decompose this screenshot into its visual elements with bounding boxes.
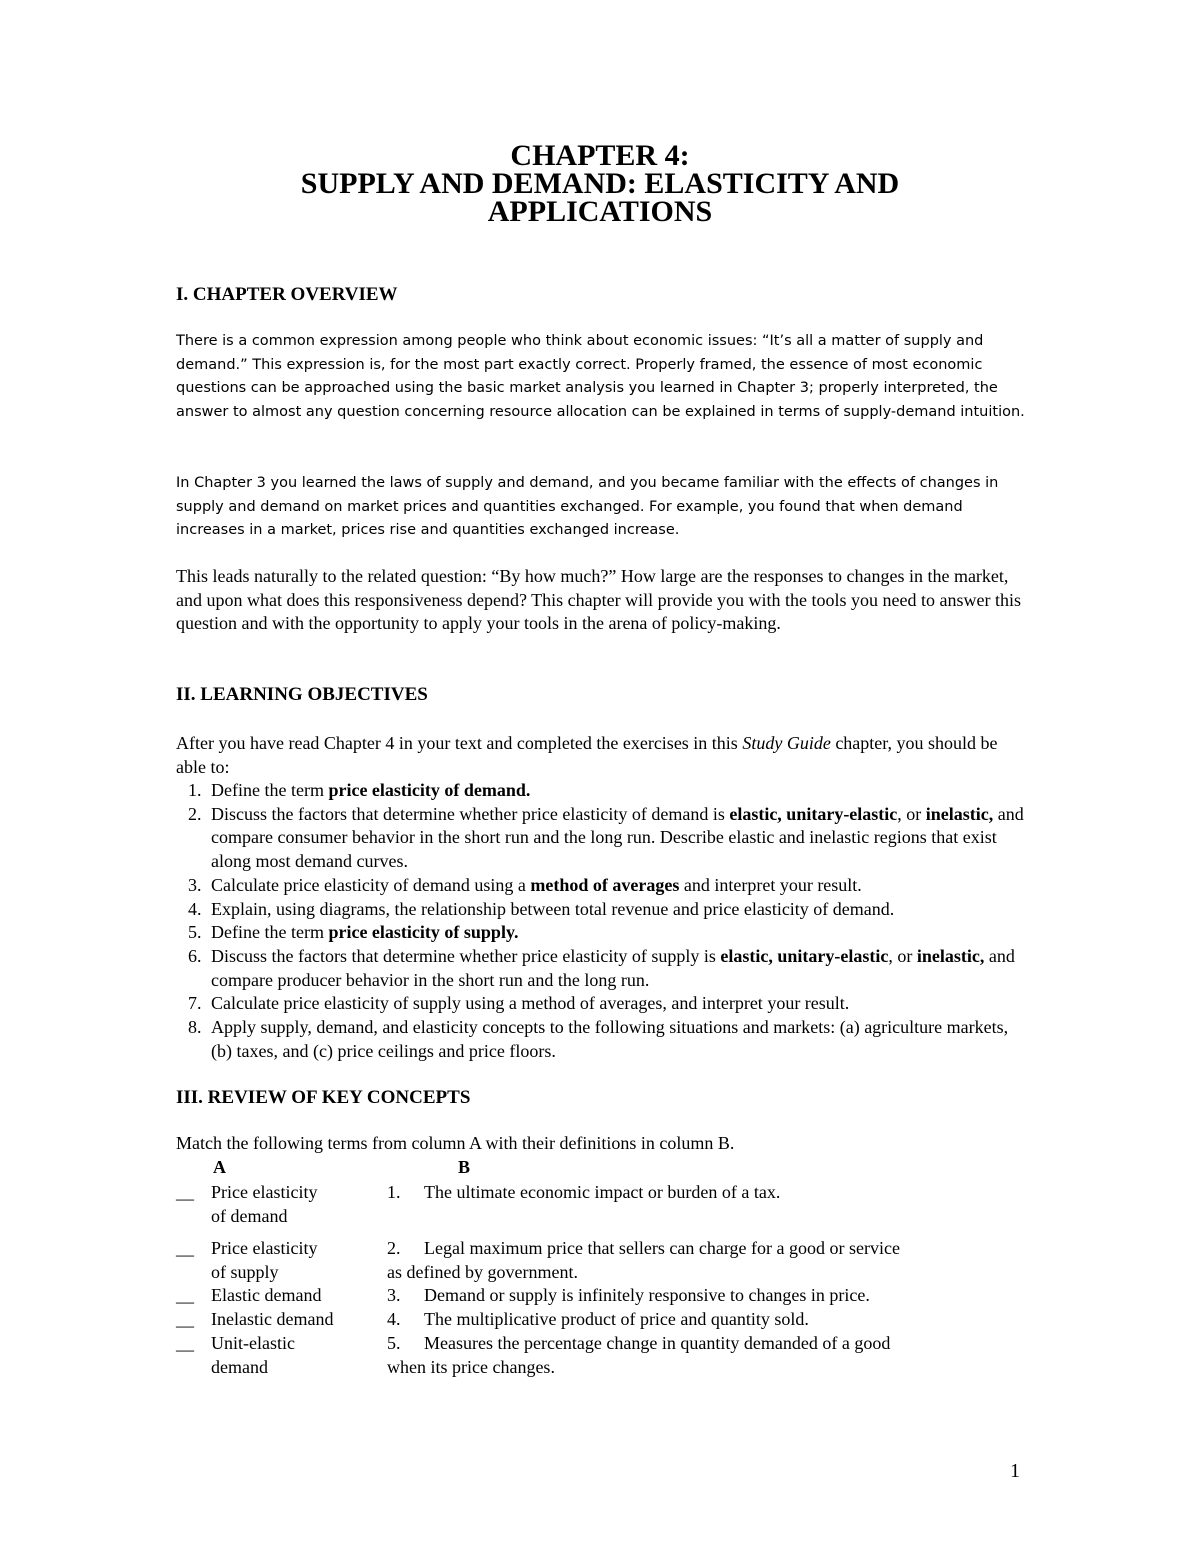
term-line: of supply bbox=[211, 1261, 279, 1282]
objective-item bbox=[176, 803, 1026, 874]
definition-b bbox=[387, 1181, 967, 1205]
term-a bbox=[211, 1237, 381, 1284]
objective-item bbox=[176, 1016, 1026, 1063]
definition-line: The ultimate economic impact or burden of a tax. bbox=[424, 1182, 781, 1202]
definition-number: 1. bbox=[387, 1182, 401, 1202]
objective-text: Discuss the factors that determine whether price elasticity of supply is bbox=[211, 945, 721, 966]
title-line-1: CHAPTER 4: bbox=[510, 139, 690, 172]
objective-text: Calculate price elasticity of supply using a method of averages, and interpret your result. bbox=[211, 993, 850, 1014]
definition-line: Measures the percentage change in quantity demanded of a good bbox=[424, 1333, 891, 1353]
objective-text: , or bbox=[897, 803, 926, 824]
page-number: 1 bbox=[1010, 1460, 1020, 1482]
objectives-intro-italic: Study Guide bbox=[742, 733, 831, 753]
objectives-intro-start: After you have read Chapter 4 in your text and completed the exercises in this bbox=[176, 733, 743, 753]
objective-number: 4. bbox=[188, 898, 202, 919]
definition-line: when its price changes. bbox=[387, 1356, 555, 1377]
answer-blank[interactable]: __ bbox=[176, 1285, 194, 1305]
objective-text: Discuss the factors that determine whether price elasticity of demand is bbox=[211, 803, 730, 824]
definition-number: 4. bbox=[387, 1309, 401, 1329]
objective-item bbox=[176, 898, 1026, 922]
section-heading-key-concepts: III. REVIEW OF KEY CONCEPTS bbox=[176, 1087, 471, 1108]
objective-text: Define the term bbox=[211, 922, 329, 943]
objective-bold-term: inelastic, bbox=[925, 803, 994, 824]
answer-blank[interactable]: __ bbox=[176, 1182, 194, 1202]
definition-b bbox=[387, 1237, 967, 1284]
section-heading-objectives: II. LEARNING OBJECTIVES bbox=[176, 684, 428, 705]
section-heading-overview: I. CHAPTER OVERVIEW bbox=[176, 284, 398, 305]
objectives-intro bbox=[176, 732, 1026, 779]
matching-intro: Match the following terms from column A with their definitions in column B. bbox=[176, 1133, 735, 1153]
definition-number: 5. bbox=[387, 1333, 401, 1353]
objective-item bbox=[176, 945, 1026, 992]
term-line: demand bbox=[211, 1356, 268, 1377]
definition-line: Legal maximum price that sellers can charge for a good or service bbox=[424, 1238, 900, 1258]
term-a: Inelastic demand bbox=[211, 1309, 334, 1329]
title-line-3: APPLICATIONS bbox=[487, 195, 713, 228]
column-a-header: A bbox=[213, 1157, 226, 1177]
term-line: Unit-elastic bbox=[211, 1333, 295, 1353]
objective-number: 3. bbox=[188, 874, 202, 895]
answer-blank[interactable]: __ bbox=[176, 1333, 194, 1353]
objective-number: 6. bbox=[188, 945, 202, 966]
objective-text: Apply supply, demand, and elasticity concepts to the following situations and markets: (a) agriculture markets, (b) taxes, and (c) price ceilings and price floors. bbox=[211, 1017, 1009, 1061]
objective-number: 8. bbox=[188, 1017, 202, 1038]
objective-number: 7. bbox=[188, 993, 202, 1014]
term-line: Price elasticity bbox=[211, 1182, 318, 1202]
objective-bold-term: price elasticity of supply. bbox=[328, 922, 519, 943]
objective-bold-term: inelastic, bbox=[916, 945, 985, 966]
title-line-2: SUPPLY AND DEMAND: ELASTICITY AND bbox=[300, 167, 900, 200]
objective-number: 2. bbox=[188, 803, 202, 824]
objective-text: Define the term bbox=[211, 780, 329, 800]
objectives-list bbox=[176, 779, 1026, 1063]
answer-blank[interactable]: __ bbox=[176, 1238, 194, 1258]
objective-text: Calculate price elasticity of demand using a bbox=[211, 874, 531, 895]
objective-number: 1. bbox=[188, 780, 202, 800]
overview-paragraph-2: In Chapter 3 you learned the laws of supply and demand, and you became familiar with the effects of changes in supply and demand on market prices and quantities exchanged. For example, you found that when demand increases in a market, prices rise and quantities exchanged increase. bbox=[176, 475, 999, 538]
term-a: Elastic demand bbox=[211, 1285, 322, 1305]
term-line: Price elasticity bbox=[211, 1238, 318, 1258]
objective-item bbox=[176, 779, 1026, 803]
chapter-title bbox=[0, 139, 1200, 228]
objective-bold-term: price elasticity of demand. bbox=[328, 780, 531, 800]
definition-line: The multiplicative product of price and quantity sold. bbox=[424, 1309, 809, 1329]
objective-item bbox=[176, 921, 1026, 945]
term-line: of demand bbox=[211, 1205, 288, 1226]
answer-blank[interactable]: __ bbox=[176, 1309, 194, 1329]
overview-paragraph-3: This leads naturally to the related question: “By how much?” How large are the responses to changes in the market, and upon what does this responsiveness depend? This chapter will provide you with the tools you need to answer this question and with the opportunity to apply your tools in the arena of policy-making. bbox=[176, 566, 1022, 633]
objective-text: and interpret your result. bbox=[679, 874, 862, 895]
column-b-header: B bbox=[458, 1157, 471, 1177]
definition-line: Demand or supply is infinitely responsive to changes in price. bbox=[424, 1285, 870, 1305]
objective-bold-term: method of averages bbox=[530, 874, 680, 895]
objective-text: Explain, using diagrams, the relationship between total revenue and price elasticity of demand. bbox=[211, 898, 895, 919]
objective-text: and compare producer behavior in the short run and the long run. bbox=[211, 945, 1015, 990]
objective-text: and compare consumer behavior in the short run and the long run. Describe elastic and inelastic regions that exist along most demand curves. bbox=[211, 803, 1024, 872]
objective-bold-term: elastic, unitary-elastic bbox=[729, 803, 898, 824]
term-a bbox=[211, 1181, 381, 1228]
definition-b bbox=[387, 1332, 967, 1379]
objective-item bbox=[176, 874, 1026, 898]
objectives-intro-end: chapter, you should be able to: bbox=[176, 733, 998, 777]
definition-line: as defined by government. bbox=[387, 1261, 578, 1282]
objective-bold-term: elastic, unitary-elastic bbox=[720, 945, 889, 966]
definition-number: 3. bbox=[387, 1285, 401, 1305]
overview-paragraph-1: There is a common expression among people who think about economic issues: “It’s all a matter of supply and demand.” This expression is, for the most part exactly correct. Properly framed, the essence of most economic questions can be approached using the basic market analysis you learned in Chapter 3; properly interpreted, the answer to almost any question concerning resource allocation can be explained in terms of supply-demand intuition. bbox=[176, 333, 1025, 420]
objective-item bbox=[176, 992, 1026, 1016]
objective-text: , or bbox=[888, 945, 917, 966]
definition-b bbox=[387, 1308, 967, 1332]
definition-b bbox=[387, 1284, 967, 1308]
term-a bbox=[211, 1332, 381, 1379]
objective-number: 5. bbox=[188, 922, 202, 943]
definition-number: 2. bbox=[387, 1238, 401, 1258]
